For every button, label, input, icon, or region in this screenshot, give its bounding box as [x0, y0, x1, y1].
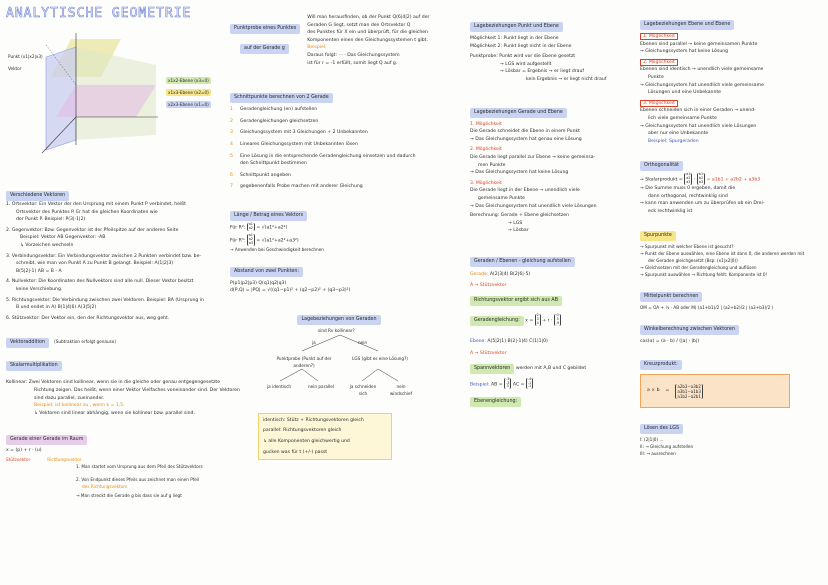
lage-punkt-ebene-0: Möglichkeit 1: Punkt liegt in der Ebene	[470, 36, 559, 41]
tree-nein: nein	[358, 339, 368, 345]
ebenengleichung-label: Ebenengleichung:	[470, 397, 521, 407]
ebenen-m2: 2. Möglichkeit	[640, 59, 824, 67]
gerade-step-2b: des Richtungsvektors	[82, 483, 128, 489]
gerade-ebene-m2-1: men Punkte	[478, 162, 506, 168]
tree-top: sind Rv kollinear?	[318, 327, 355, 333]
yellow-line-3: ↳ alle Komponenten gleichwertig und	[263, 439, 350, 444]
kollinear-line-5: ↳ Vektoren sind linear abhängig, wenn sie kollinear bzw. parallel sind.	[34, 410, 195, 416]
gerade-step-1: 1. Man startet vom Ursprung aus dem Pfeil des Stützvektors	[76, 463, 203, 469]
gegenvektor-line-3: ↳ Vorzeichen wechseln	[20, 242, 74, 248]
mittelpunkt-formula: OM = OA + ½ · AB oder M( (a1+b1)/2 | (a2+b2)/2 | (a3+b3)/2 )	[640, 305, 774, 311]
lage-punkt-ebene-2: Punktprobe: Punkt wird vor die Ebene gesetzt	[470, 54, 576, 60]
ebenen-m3-3: aber nur eine Unbekannte	[648, 131, 709, 137]
kollinear-line-4: Beispiel: ist kollinear zu , wenn k = 1,5	[34, 403, 124, 409]
punktprobe-text-5: Daraus folgt: · · · Das Gleichungssystem	[307, 52, 400, 58]
ebenen-m3-2: → Gleichungssystem hat unendlich viele Lösungen	[640, 123, 757, 129]
column-2: Punktprobe eines Punktes auf der Gerade g Will man herausfinden, ob der Punkt Q(6|4|2) auf der Geraden G liegt, setzt man den Ortsvektor Q des Punktes für X ein und überprüft, für die gleichen Komponenten einen den Gleichungssystemen t gibt. Beispiel: Daraus folgt: · · · Das Gleichungssystem ist für r = -1 erfüllt, somit liegt Q auf g. Schnittpunkte berechnen von 2 Gerade 1 Geradengleichung (en) aufstellen 2 Geradengleichungen gleichsetzen 3 Gleichungssystem mit 3 Gleichungen + 2 Unbekannten 4 Lineares Gleichungssystem mit Unbekannten lösen 5 Eine Lösung in die entsprechende Geradengleichung einsetzen und dadurch den Schnittpunkt bestimmen 6 Schnittpunkt angeben 7 gegebenenfalls Probe machen mit anderer Gleichung Länge / Betrag eines Vektors Für R²: a1 a2 = √(a1²+a2²) Für R³: a1 a2 a3 = √(a1²+a2²+a3²) → Anwenden bei Geschwindigkeit berechnen Abstand von zwei Punkten: P(p1|p2|p3) Q(q1|q2|q3) d(P,Q) = |PQ| = √((q1−p1)² + (q2−p2)² + (q3−p3)²) Lagebeziehungen von Geraden sind Rv kollinear? ja nein Punktprobe (Punkt auf der anderen?) LGS (gibt es eine Lösung?) ja identisch nein parallel ja schneiden sich nein windschief identisch: Stütz + Richtungsvektoren gleich parallel: Richtungsvektoren gleich ↳ alle Komponenten gleichwertig und gucken was für t (+/-) passt	[230, 0, 448, 585]
gerade-label: Gerade:	[470, 271, 489, 277]
winkel-title: Winkelberechnung zwischen Vektoren	[640, 325, 739, 335]
kollinear-line-2: Richtung zeigen. Das heißt, wenn einer Vektor Vielfaches voneinander sind. Der Vektoren	[34, 387, 240, 393]
ebenen-m3-0: Ebenen schneiden sich in einer Geraden → unend-	[640, 108, 756, 114]
abstand-points: P(p1|p2|p3) Q(q1|q2|q3)	[230, 280, 287, 286]
ortho-title: Orthogonalität	[640, 161, 683, 171]
vektoraddition-label: Vektoraddition	[6, 338, 49, 348]
laenge-note: → Anwenden bei Geschwindigkeit berechnen	[230, 246, 324, 252]
yellow-note-box	[258, 413, 392, 460]
page-title: ANALYTISCHE GEOMETRIE	[6, 6, 192, 21]
column-4	[640, 0, 824, 585]
spur-title: Spurpunkte	[640, 231, 676, 241]
nullvektor-line-1: 4. Nullvektor: Die Koordinaten des Nullvektors sind alle null. Dieser Vektor besitzt	[6, 279, 194, 285]
ebene-stuetz: A → Stützvektor	[470, 351, 507, 357]
ortsvektor-line-1: 1. Ortsvektor: Ein Vektor der den Ursprung mit einem Punkt P verbindet, heißt	[6, 202, 186, 207]
lage-geraden-title: Lagebeziehungen von Geraden	[297, 315, 380, 325]
berechnung-line-1: Berechnung: Gerade + Ebene gleichsetzen	[470, 213, 570, 219]
richtung-line-2: B und endet in A) B(1|4|6) A(3|5|2)	[16, 305, 97, 311]
kreuz-title: Kreuzprodukt:	[640, 360, 682, 370]
gerade-ebene-m1-0: Die Gerade schneidet die Ebene in einem Punkt	[470, 129, 580, 135]
punktprobe-text-4: Beispiel:	[307, 45, 327, 51]
auf-gerade-label: auf der Gerade g	[240, 44, 289, 54]
spur-line-3: → Gleichsetzen mit der Geradengleichung und auflösen	[640, 265, 757, 271]
gerade-ebene-m2: 2. Möglichkeit	[470, 147, 502, 153]
punktprobe-text-6: ist für r = -1 erfüllt, somit liegt Q auf g.	[307, 60, 398, 66]
ortho-line-2: dann orthogonal, rechtwinklig sind	[648, 193, 728, 199]
spannvektoren-label: Spannvektoren	[470, 364, 514, 374]
tree-leaf-1: ja identisch	[266, 383, 292, 389]
punktprobe-title: Punktprobe eines Punktes	[230, 24, 300, 34]
plane-x1x2-label: x1x2-Ebene (x3=0)	[168, 78, 209, 83]
ebenen-m3-4: Beispiel: Spurgeraden	[648, 138, 699, 144]
gerade-points: A(2|3|4) B(2|6|-5)	[489, 271, 531, 277]
kreuz-formula: a × b	[647, 388, 660, 394]
yellow-line-4: gucken was für t (+/-) passt	[263, 449, 328, 455]
schnitt-step-4: Lineares Gleichungssystem mit Unbekannten lösen	[240, 141, 358, 147]
yellow-line-2: parallel: Richtungsvektoren gleich	[263, 428, 342, 434]
richtung-line-1: 5. Richtungsvektor: Die Verbindung zwischen zwei Vektoren. Beispiel: BA (Ursprung in	[6, 297, 204, 303]
mittelpunkt-title: Mittelpunkt berechnen	[640, 292, 702, 302]
schnitt-step-1: Geradengleichung (en) aufstellen	[240, 107, 318, 113]
schnittpunkt-title: Schnittpunkte berechnen von 2 Gerade	[230, 93, 333, 103]
lage-punkt-ebene-5: kein Ergebnis → er liegt nicht drauf	[526, 76, 607, 82]
gegenvektor-line-1: 2. Gegenvektor: Bzw. Gegenvektor ist der Pfeilspitze auf der anderen Seite	[6, 227, 179, 233]
tree-left: Punktprobe (Punkt auf der anderen?)	[276, 355, 332, 368]
gerade-heading: Gerade einer Gerade im Raum	[6, 435, 87, 445]
lage-gerade-ebene-title: Lagebeziehungen Gerade und Ebene	[470, 108, 567, 118]
winkel-formula: cos(α) = (a · b) / (|a| · |b|)	[640, 339, 700, 345]
plane-x2x3-label: x2x3-Ebene (x1=0)	[168, 102, 209, 107]
schnitt-step-3: Gleichungssystem mit 3 Gleichungen + 2 Unbekannten	[240, 130, 368, 136]
ortho-line-3: → kann man anwenden um zu überprüfen ob ein Drei-	[640, 201, 765, 207]
gerade-ebene-m2-2: → Das Gleichungssystem hat keine Lösung	[470, 170, 569, 176]
abstand-formula: d(P,Q) = |PQ| = √((q1−p1)² + (q2−p2)² + (q3−p3)²)	[230, 288, 351, 294]
lage-punkt-ebene-4: → Lösbar = Ergebnis → er liegt drauf	[500, 69, 584, 75]
nullvektor-line-2: keine Verschiebung.	[16, 286, 63, 292]
ebene-label: Ebene:	[470, 339, 486, 345]
gegenvektor-line-2: Beispiel: Vektor AB Gegenvektor: -AB	[20, 235, 106, 241]
kollinear-line-3: sind dazu parallel, zueinander.	[34, 395, 105, 401]
schnitt-step-2: Geradengleichungen gleichsetzen	[240, 118, 319, 124]
ortsvektor-line-2: Ortsvektor des Punktes P. Er hat die gleichen Koordinaten wie	[16, 209, 158, 215]
column-3: Lagebeziehungen Punkt und Ebene Möglichkeit 1: Punkt liegt in der Ebene Möglichkeit 2: Punkt liegt nicht in der Ebene Punktprobe: Punkt wird vor die Ebene gesetzt → LGS wird aufgestellt → Lösbar = Ergebnis → er liegt drauf kein Ergebnis → er liegt nicht drauf Lagebeziehungen Gerade und Ebene 1. Möglichkeit Die Gerade schneidet die Ebene in einem Punkt → Das Gleichungssystem hat genau eine Lösung 2. Möglichkeit Die Gerade liegt parallel zur Ebene → keine gemeinsa- men Punkte → Das Gleichungssystem hat keine Lösung 3. Möglichkeit Die Gerade liegt in der Ebene → unendlich viele gemeinsame Punkte → Das Gleichungssystem hat unendlich viele Lösungen Berechnung: Gerade + Ebene gleichsetzen → LGS → Lösbar Geraden / Ebenen - gleichung aufstellen Gerade: A(2|3|4) B(2|6|-5) A → Stützvektor Richtungsvektor ergibt sich aus AB Geradengleichung: x = 2 3 4 + r · 0 3 -9 Ebene: A(5|2|1) B(2|-1|4) C(1|1|0) A → Stützvektor Spannvektoren werden mit A,B und C gebildet Beispiel: AB = -3 -3 3 AC = -4 -1 -1 Ebenengleichung:	[470, 0, 630, 585]
lgs-line-2: III: → ausrechnen	[640, 451, 676, 456]
tree-leaf-2: nein parallel	[308, 383, 334, 389]
tree-leaf-4: nein windschief	[389, 383, 413, 396]
spur-line-4: → Spurpunkt auswählen → Richtung fehlt: Komponente ist 0!	[640, 272, 768, 278]
verbindung-line-3: B(5|2|-1) AB = B - A	[16, 268, 62, 274]
vektor-label: Vektor	[8, 66, 22, 71]
gerade-step-2: 2. Von Endpunkt dieses Pfeils aus zeichnet man einen Pfeil	[76, 476, 200, 482]
lgs-title: Lösen des LGS	[640, 424, 683, 434]
verbindung-line-1: 3. Verbindungsvektor: Ein Verbindungsvektor zwischen 2 Punkten verbindet bzw. be-	[6, 253, 202, 259]
ebenen-m2-1: Punkte	[648, 74, 664, 80]
ortsvektor-line-3: der Punkt P. Beispiel: P(3|-1|2)	[16, 217, 86, 223]
gerade-stuetz: A → Stützvektor	[470, 283, 507, 289]
ebenen-m3: 3. Möglichkeit	[640, 100, 824, 108]
schnitt-step-7: gegebenenfalls Probe machen mit anderer Gleichung	[240, 184, 363, 190]
stuetz-line: 6. Stützvektor: Der Vektor ein, den der Richtungsvektor aus, weg geht.	[6, 315, 170, 321]
punkt-label: Punkt (x1|x2|x3)	[8, 54, 43, 59]
punktprobe-text-0: Will man herausfinden, ob der Punkt Q(6|4|2) auf der	[307, 15, 430, 20]
ortho-line-1: → Die Summe muss 0 ergeben, damit die	[640, 186, 736, 192]
spur-line-0: → Spurpunkt mit welcher Ebene ist gesucht?	[640, 244, 734, 250]
lage-punkt-ebene-title: Lagebeziehungen Punkt und Ebene	[470, 22, 563, 32]
punktprobe-text-1: Geraden G liegt, setzt man den Ortsvektor Q	[307, 22, 411, 28]
berechnung-line-3: → Lösbar	[508, 228, 529, 234]
ebenen-m1-0: Ebenen sind parallel → keine gemeinsamen Punkte	[640, 41, 758, 47]
gerade-richtung: Richtungsvektor ergibt sich aus AB	[470, 296, 630, 306]
lage-punkt-ebene-3: → LGS wird aufgestellt	[500, 61, 552, 67]
spur-line-1: → Punkt der Ebene auswählen, eine Ebene ist dann 0, die anderen werden mit	[640, 251, 805, 257]
coordinate-diagram	[6, 25, 214, 155]
stuetz-legend: Stützvektor	[6, 456, 31, 462]
schnitt-step-5b: den Schnittpunkt bestimmen	[240, 161, 307, 167]
gerade-ebene-m1: 1. Möglichkeit	[470, 121, 502, 127]
beispiel-label: Beispiel:	[470, 381, 490, 387]
tree-leaf-3: ja schneiden sich	[349, 383, 377, 396]
gerade-ebene-m3-0: Die Gerade liegt in der Ebene → unendlich viele	[470, 188, 580, 194]
ebenen-m1: 1. Möglichkeit	[640, 33, 824, 41]
verbindung-line-2: schreibt, wie man von Punkt A zu Punkt B gelangt. Beispiel: A(1|2|3)	[16, 261, 174, 267]
lgs-line-1: II: → Gleichung aufstellen	[640, 444, 694, 449]
ebenen-m2-2: → Gleichungssystem hat unendlich viele gemeinsame	[640, 82, 764, 88]
gerade-ebene-m3: 3. Möglichkeit	[470, 180, 502, 186]
spur-line-2: der Geraden gleichgesetzt (Bsp: (x1|x2|0))	[648, 258, 738, 264]
lage-ebenen-title: Lagebeziehungen Ebene und Ebene	[640, 20, 734, 30]
gerade-ebene-m2-0: Die Gerade liegt parallel zur Ebene → keine gemeinsa-	[470, 154, 596, 160]
gerade-ebene-m3-2: → Das Gleichungssystem hat unendlich viele Lösungen	[470, 203, 597, 209]
ortho-line-0: → Skalarprodukt = a1 a2 a3 · b1 b2 b3 = a1b1 + a2b2 + a3b3	[640, 172, 761, 185]
berechnung-line-2: → LGS	[508, 220, 523, 226]
gerade-step-3: → Man streckt die Gerade g bis dass sie auf g liegt	[76, 492, 182, 498]
plane-x1x3-label: x1x3-Ebene (x2=0)	[168, 90, 209, 95]
kreuz-box: a × b = a2b3−a3b2 a3b1−a1b3 a1b2−a2b1	[640, 374, 790, 408]
laenge-title: Länge / Betrag eines Vektors	[230, 211, 307, 221]
geraden-ebenen-title: Geraden / Ebenen - gleichung aufstellen	[470, 257, 575, 267]
laenge-r2: Für R²: a1 a2 = √(a1²+a2²)	[230, 221, 288, 231]
laenge-r3: Für R³: a1 a2 a3 = √(a1²+a2²+a3²)	[230, 232, 299, 245]
tree-right: LGS (gibt es eine Lösung?)	[352, 355, 408, 361]
lgs-line-0: I: (2|1|0) ...	[640, 437, 664, 442]
vektoraddition-note: (Subtraktion erfolgt genauso)	[54, 339, 117, 345]
gerade-formula: x = (p) + r · (u)	[6, 448, 42, 454]
ebenen-m2-3: Lösungen und eine Unbekannte	[648, 90, 721, 96]
column-1	[6, 0, 240, 585]
ebene-points: A(5|2|1) B(2|-1|4) C(1|1|0)	[487, 339, 548, 345]
yellow-line-1: identisch: Stütz + Richtungsvektoren gleich	[263, 417, 364, 423]
ebenen-m3-1: lich viele gemeinsame Punkte	[648, 115, 717, 121]
ebenen-m2-0: Ebenen sind identisch → unendlich viele gemeinsame	[640, 67, 764, 73]
schnitt-step-5: Eine Lösung in die entsprechende Geradengleichung einsetzen und dadurch	[240, 153, 416, 159]
lage-tree	[230, 325, 448, 403]
lage-punkt-ebene-1: Möglichkeit 2: Punkt liegt nicht in der Ebene	[470, 43, 572, 49]
gerade-ebene-m1-1: → Das Gleichungssystem hat genau eine Lösung	[470, 136, 582, 142]
gerade-gleichung: Geradengleichung: x = 2 3 4 + r · 0 3 -9	[470, 314, 630, 326]
punktprobe-text-3: Komponenten einen den Gleichungssystemen t gibt.	[307, 37, 428, 43]
richtung-legend: Richtungsvektor	[47, 456, 82, 462]
skalarmult-label: Skalarmultiplikation	[6, 361, 62, 371]
punktprobe-text-2: des Punktes für X ein und überprüft, für die gleichen	[307, 30, 428, 36]
vektoren-heading: Verschiedene Vektoren	[6, 191, 69, 201]
ortho-line-4: eck rechtwinklig ist	[648, 208, 693, 214]
tree-ja: ja	[312, 339, 316, 345]
gerade-ebene-m3-1: gemeinsame Punkte	[478, 195, 526, 201]
abstand-title: Abstand von zwei Punkten:	[230, 267, 303, 277]
schnitt-step-6: Schnittpunkt angeben	[240, 172, 291, 178]
spann-text: werden mit A,B und C gebildet	[515, 365, 587, 371]
kollinear-line-1: Kollinear: Zwei Vektoren sind kollinear, wenn sie in die gleiche oder genau entgegengesetzte	[6, 380, 221, 386]
ebenen-m1-1: → Gleichungssystem hat keine Lösung	[640, 49, 729, 55]
